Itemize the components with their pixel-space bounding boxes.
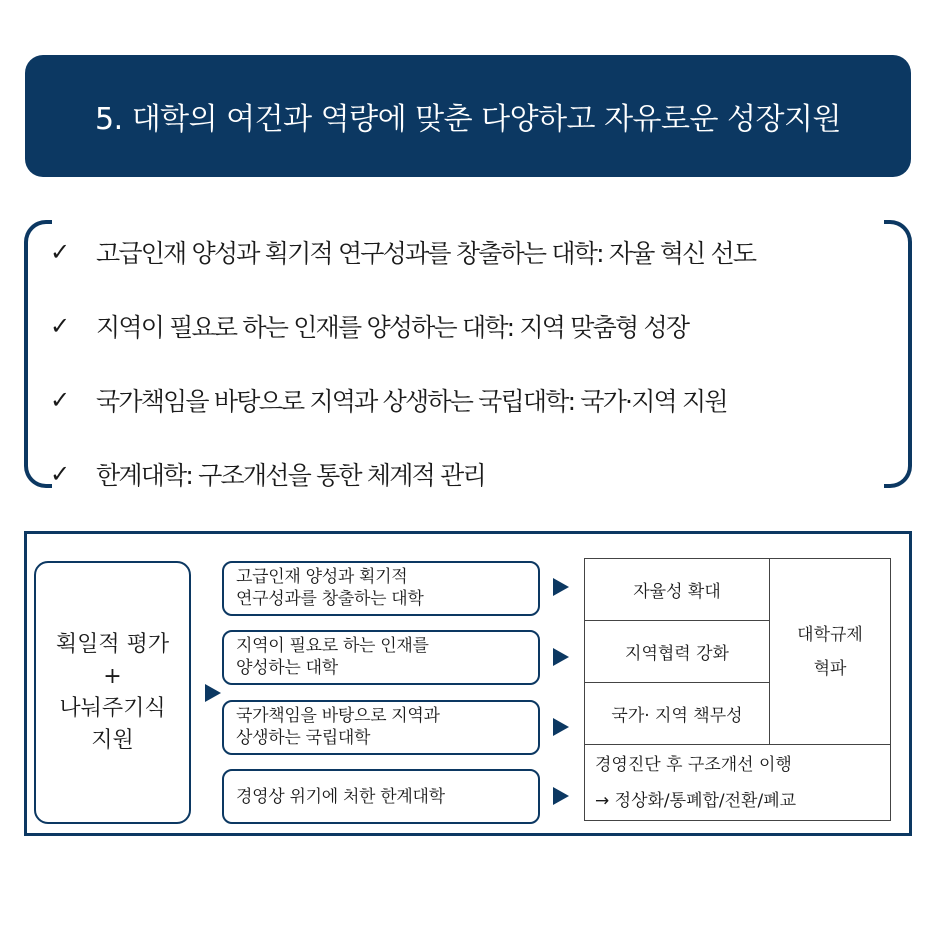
left-bracket — [24, 220, 52, 488]
outcome-text: 자율성 확대 — [633, 582, 721, 602]
type-line-1: 국가책임을 바탕으로 지역과 — [236, 706, 440, 726]
list-item — [50, 454, 485, 494]
management-line-1: 경영진단 후 구조개선 이행 — [595, 754, 792, 775]
arrow-right-icon — [205, 684, 221, 702]
management-line-2: → 정상화/통폐합/전환/폐교 — [595, 790, 797, 811]
outcome-text: 지역협력 강화 — [625, 644, 729, 664]
current-evaluation-box — [34, 561, 191, 824]
university-type-box — [222, 630, 540, 685]
university-type-box — [222, 700, 540, 755]
list-item-text: 지역이 필요로 하는 인재를 양성하는 대학: 지역 맞춤형 성장 — [96, 313, 689, 342]
university-type-box — [222, 561, 540, 616]
outcome-grid — [584, 558, 891, 821]
type-line-2: 연구성과를 창출하는 대학 — [236, 589, 424, 609]
list-item — [50, 232, 755, 272]
regulation-line-1: 대학규제 — [797, 624, 863, 645]
regulation-line-2: 혁파 — [813, 658, 847, 679]
type-line-2: 양성하는 대학 — [236, 658, 338, 678]
arrow-right-icon — [553, 648, 569, 666]
university-type-box — [222, 769, 540, 824]
type-line-1: 고급인재 양성과 획기적 — [236, 567, 408, 587]
check-icon: ✓ — [50, 312, 71, 340]
arrow-right-icon — [553, 718, 569, 736]
outcome-cell — [584, 558, 770, 621]
type-line-2: 상생하는 국립대학 — [236, 728, 371, 748]
right-bracket — [884, 220, 912, 488]
outcome-cell — [584, 620, 770, 683]
list-item-text: 국가책임을 바탕으로 지역과 상생하는 국립대학: 국가·지역 지원 — [96, 387, 727, 416]
arrow-right-icon — [553, 787, 569, 805]
eval-line-3: 나눠주기식 — [59, 695, 166, 721]
list-item-text: 고급인재 양성과 획기적 연구성과를 창출하는 대학: 자율 혁신 선도 — [96, 239, 756, 268]
eval-line-4: 지원 — [91, 727, 134, 753]
banner-title: 5. 대학의 여건과 역량에 맞춘 다양하고 자유로운 성장지원 — [95, 102, 841, 137]
title-banner — [25, 55, 911, 177]
check-icon: ✓ — [50, 238, 71, 266]
outcome-cell — [584, 682, 770, 745]
list-item — [50, 306, 688, 346]
type-line-1: 경영상 위기에 처한 한계대학 — [236, 786, 445, 807]
check-icon: ✓ — [50, 460, 71, 488]
management-cell — [584, 744, 891, 821]
outcome-text: 국가· 지역 책무성 — [611, 706, 743, 726]
eval-line-2: + — [103, 663, 122, 689]
eval-line-1: 획일적 평가 — [55, 631, 170, 657]
check-icon: ✓ — [50, 386, 71, 414]
arrow-right-icon — [553, 578, 569, 596]
list-item — [50, 380, 727, 420]
type-line-1: 지역이 필요로 하는 인재를 — [236, 636, 429, 656]
regulation-cell — [769, 558, 891, 745]
list-item-text: 한계대학: 구조개선을 통한 체계적 관리 — [96, 461, 485, 490]
